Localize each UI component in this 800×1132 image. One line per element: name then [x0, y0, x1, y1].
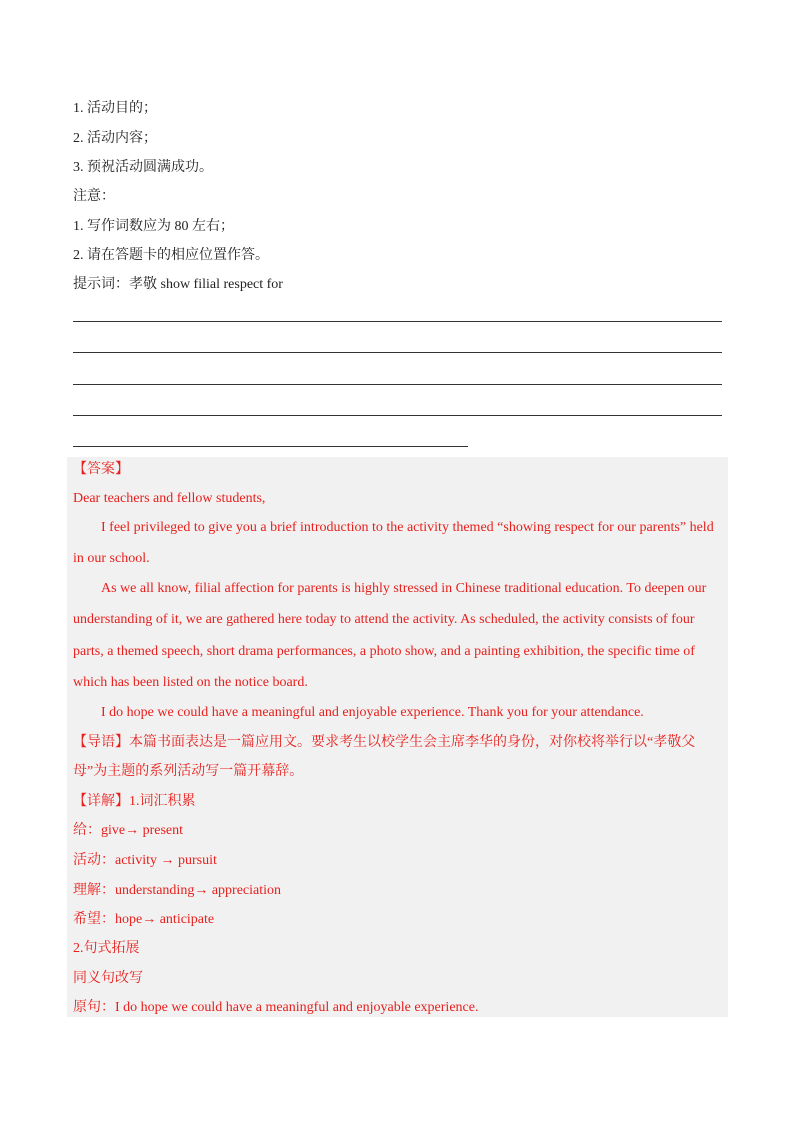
- note-heading: 注意：: [73, 189, 115, 204]
- detail-line-1: [73, 792, 196, 812]
- detail-tag: 【详解】: [73, 794, 129, 809]
- guide-tag: 【导语】: [73, 735, 129, 750]
- vocab-item-2: 活动：activity → pursuit: [73, 853, 217, 868]
- answer-line-5: [73, 446, 468, 447]
- answer-salutation: Dear teachers and fellow students,: [73, 491, 266, 506]
- answer-paragraph-1-line-2: in our school.: [73, 551, 150, 566]
- note-item-1: 1. 写作词数应为 80 左右；: [73, 219, 234, 234]
- detail-heading-sentences: 2.句式拓展: [73, 941, 140, 956]
- original-sentence: 原句：I do hope we could have a meaningful and enjoyable experience.: [73, 1000, 479, 1015]
- guide-line-2: 母”为主题的系列活动写一篇开幕辞。: [73, 764, 304, 779]
- answer-paragraph-3: I do hope we could have a meaningful and enjoyable experience. Thank you for your attendance.: [101, 705, 644, 720]
- note-item-2: 2. 请在答题卡的相应位置作答。: [73, 248, 269, 263]
- vocab-item-4: 希望：hope→ anticipate: [73, 912, 215, 927]
- answer-paragraph-2-line-2: understanding of it, we are gathered here today to attend the activity. As scheduled, the activity consists of four: [73, 612, 695, 627]
- answer-line-1: [73, 321, 722, 322]
- detail-subheading: 同义句改写: [73, 971, 143, 986]
- hint-line: 提示词：孝敬 show filial respect for: [73, 277, 283, 292]
- answer-paragraph-2-line-4: which has been listed on the notice board.: [73, 675, 308, 690]
- answer-paragraph-2-line-1: As we all know, filial affection for parents is highly stressed in Chinese traditional education. To deepen our: [101, 581, 707, 596]
- answer-paragraph-2-line-3: parts, a themed speech, short drama performances, a photo show, and a painting exhibition, the specific time of: [73, 644, 695, 659]
- answer-tag: 【答案】: [73, 462, 129, 477]
- detail-heading-vocab: 1.词汇积累: [129, 794, 196, 809]
- vocab-item-3: 理解：understanding→ appreciation: [73, 883, 282, 898]
- vocab-item-1: 给：give→ present: [73, 823, 184, 838]
- answer-line-3: [73, 384, 722, 385]
- answer-paragraph-1-line-1: I feel privileged to give you a brief introduction to the activity themed “showing respect for our parents” held: [101, 520, 714, 535]
- answer-line-4: [73, 415, 722, 416]
- answer-line-2: [73, 352, 722, 353]
- prompt-item-3: 3. 预祝活动圆满成功。: [73, 160, 213, 175]
- prompt-item-1: 1. 活动目的；: [73, 101, 157, 116]
- guide-line-1: [73, 733, 695, 753]
- prompt-item-2: 2. 活动内容；: [73, 131, 157, 146]
- guide-text-1: 本篇书面表达是一篇应用文。要求考生以校学生会主席李华的身份，对你校将举行以“孝敬父: [129, 735, 696, 750]
